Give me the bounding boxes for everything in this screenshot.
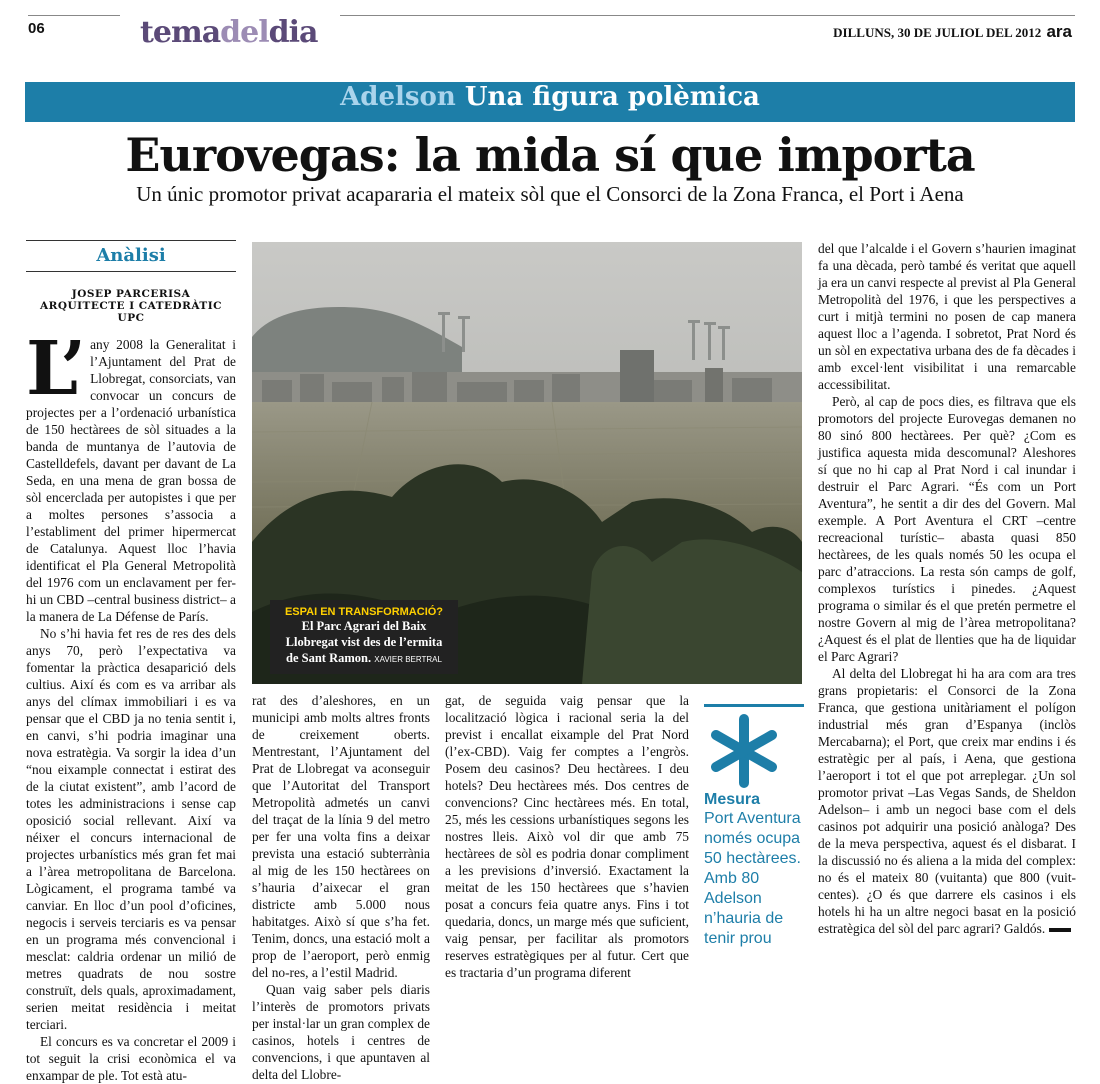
article-paragraph: del que l’alcalde i el Govern s’haurien imaginat fa una dècada, però també és veritat que aquell ja era un canvi respecte al previst al Pla General Metropolità del 1976, i que les perspectives a curt i mitjà termini no posen de cap manera aquest lloc a l’agenda. I sobretot, Prat Nord és un sòl en expectativa urbana des de fa dècades i amb excel·lent visibilitat i una remarcable accessibilitat. <box>818 241 1076 392</box>
article-paragraph-text: any 2008 la Generalitat i l’Ajuntament del Prat de Llobregat, consorciats, van convocar un concurs de projectes per a l’ordenació urbanística de 150 hectàrees de sòl situades a la banda de muntanya de l’autovia de Castelldefels, davant per davant de La Seda, en una mena de gran bossa de sòl encerclada per autopistes i que per a moltes persones s’associa a l’establiment del primer hipermercat de Catalunya. Aquest lloc l’havia identificat el Pla General Metropolità del 1976 com un enclavament per fer-hi un CBD –central business district– a la manera de La Défense de París. <box>26 337 236 624</box>
article-paragraph: No s’hi havia fet res de res des dels anys 70, però l’expectativa va fomentar la pràctica desaparició dels cultius. Així és com es va arribar als anys del clímax immobiliari i es va pensar que el CBD ja no tenia sentit i, en canvi, s’hi podria imaginar una nova estratègia. Va sorgir la idea d’un “nou eixample connectat i estirat des de la ciutat existent”, amb l’acord de totes les administracions i sense cap oposició social rellevant. Així va néixer el concurs internacional de projectes urbanístics més gran fet mai a l’àrea metropolitana de Barcelona. Lògicament, el programa també va canviar. En lloc d’un pool d’oficines, negocis i serveis terciaris es va pensar en un programa més convencional i mesclat: caldria ordenar un milió de metres quadrats de nou sostre construït, dels quals, aproximadament, serien meitat residència i meitat terciari. <box>26 626 236 1032</box>
article-column-3 <box>445 692 689 981</box>
article-paragraph: gat, de seguida vaig pensar que la localització lògica i racional seria la del previst i encallat eixample del Prat Nord (l’ex-CBD). Vaig fer comptes a l’engròs. Posem deu casinos? Deu hectàrees. I deu hotels? Deu hectàrees més. Dos centres de convencions? Cinc hectàrees més. En total, 25, més les cessions urbanístiques segons les nostres lleis. Això vol dir que amb 75 hectàrees de sòl es podria donar compliment a les previsions d’inversió. Exactament la meitat de les 150 hectàrees que s’havien posat a concurs feia quatre anys. Fins i tot quedaria, doncs, un marge més que suficient, vaig pensar, per facilitar als promotors reserves estratègiques per al futur. Cert que es tractaria d’un programa diferent <box>445 693 689 980</box>
article-paragraph: El concurs es va concretar el 2009 i tot seguit la crisi econòmica el va enxampar de ple. Tot està atu- <box>26 1034 236 1083</box>
article-column-4 <box>818 240 1076 937</box>
issue-date: DILLUNS, 30 DE JULIOL DEL 2012 <box>833 25 1042 40</box>
section-title-part2: del <box>220 15 269 50</box>
callout-text: Port Aventura només ocupa 50 hectàrees. Amb 80 Adelson n’hauria de tenir prou <box>704 810 801 947</box>
topic-banner <box>25 82 1075 122</box>
article-paragraph <box>26 326 236 625</box>
header-rule-right <box>340 15 1075 16</box>
author-name: JOSEP PARCERISA <box>71 288 191 300</box>
article-paragraph: rat des d’aleshores, en un municipi amb molts altres fronts de creixement oberts. Mentrestant, l’Ajuntament del Prat de Llobregat va aconseguir que l’Autoritat del Transport Metropolità admetés un canvi del traçat de la línia 9 del metro per fer una volta fins a deixar prevista una estació subterrània al mig de les 150 hectàrees on s’hauria d’aixecar el gran districte amb 5.000 nous habitatges. Això sí que s’ha fet. Tenim, doncs, una estació molt a prop de l’aeroport, però enmig del no-res, a l’estil Madrid. <box>252 693 430 980</box>
asterisk-icon <box>704 711 804 791</box>
article-column-2 <box>252 692 430 1083</box>
article-paragraph <box>818 665 1076 937</box>
article-column-1 <box>26 240 236 1084</box>
callout-box <box>704 704 804 949</box>
header-rule-left <box>28 15 120 16</box>
drop-cap: L’ <box>26 326 87 412</box>
section-title-part1: tema <box>140 15 221 50</box>
banner-kicker: Adelson <box>340 82 456 112</box>
article-section-label: Anàlisi <box>26 240 236 272</box>
photo-caption <box>270 600 458 674</box>
caption-kicker: ESPAI EN TRANSFORMACIÓ? <box>284 606 444 618</box>
subheadline: Un únic promotor privat acapararia el mateix sòl que el Consorci de la Zona Franca, el Port i Aena <box>136 182 964 206</box>
article-paragraph: Però, al cap de pocs dies, es filtrava que els promotors del projecte Eurovegas demanen no 80 sinó 800 hectàrees. Per què? ¿Com es justifica aquesta mida descomunal? Aleshores sí que no hi cap al Prat Nord i cal inundar i destruir el Parc Agrari. “És com un Port Aventura”, he sentit a dir des del Govern. Mal exemple. A Port Aventura el CRT –centre recreacional turístic– abasta quasi 850 hectàrees, de les quals només 50 les ocupa el parc d’atraccions. La resta són camps de golf, complexos turístics i pinedes. ¿Aquest programa o similar és el que pretén permetre el nostre Govern al mig de l’àrea metropolitana? ¿Aquest és el plat de llenties que ha de liquidar el Parc Agrari? <box>818 394 1076 664</box>
topic-banner-text <box>25 82 1075 112</box>
banner-topic: Una figura polèmica <box>464 82 760 112</box>
headline: Eurovegas: la mida sí que importa <box>125 128 975 182</box>
newspaper-brand: ara <box>1046 22 1072 41</box>
section-title <box>140 15 317 50</box>
article-paragraph: Quan vaig saber pels diaris l’interès de promotors privats per instal·lar un gran complex de casinos, hotels i centres de convencions, i que apuntaven al delta del Llobre- <box>252 982 430 1082</box>
photo-credit: XAVIER BERTRAL <box>374 655 442 664</box>
author-role: ARQUITECTE I CATEDRÀTIC UPC <box>39 300 223 324</box>
date-line <box>833 22 1072 42</box>
section-title-part3: dia <box>268 15 318 50</box>
page-number: 06 <box>28 20 45 37</box>
caption-text: El Parc Agrari del Baix Llobregat vist des de l’ermita de Sant Ramon. <box>285 619 443 665</box>
callout-label: Mesura <box>704 791 761 808</box>
article-paragraph-text: Al delta del Llobregat hi ha ara com ara tres grans propietaris: el Consorci de la Zona Franca, que gestiona unitàriament el polígon industrial més gran d’Espanya (inclòs Mercabarna); el Port, que creix mar endins i és estratègic per al país, i Aena, que gestiona l’aeroport i tot el que pot arreplegar. ¿Un sol promotor privat –Las Vegas Sands, de Sheldon Adelson– i amb un negoci base com el dels casinos pot adquirir una posició anàloga? Des de la meva perspectiva, aquest és el disbarat. I la discussió no és aliena a la mida del complex: no és el mateix 80 (vuitanta) que 800 (vuit-centes). ¿O és que darrere els casinos i els hotels hi ha un altre negoci basat en la posició estratègica del sòl del parc agrari? Galdós. <box>818 666 1076 936</box>
end-of-article-mark <box>1049 928 1071 932</box>
